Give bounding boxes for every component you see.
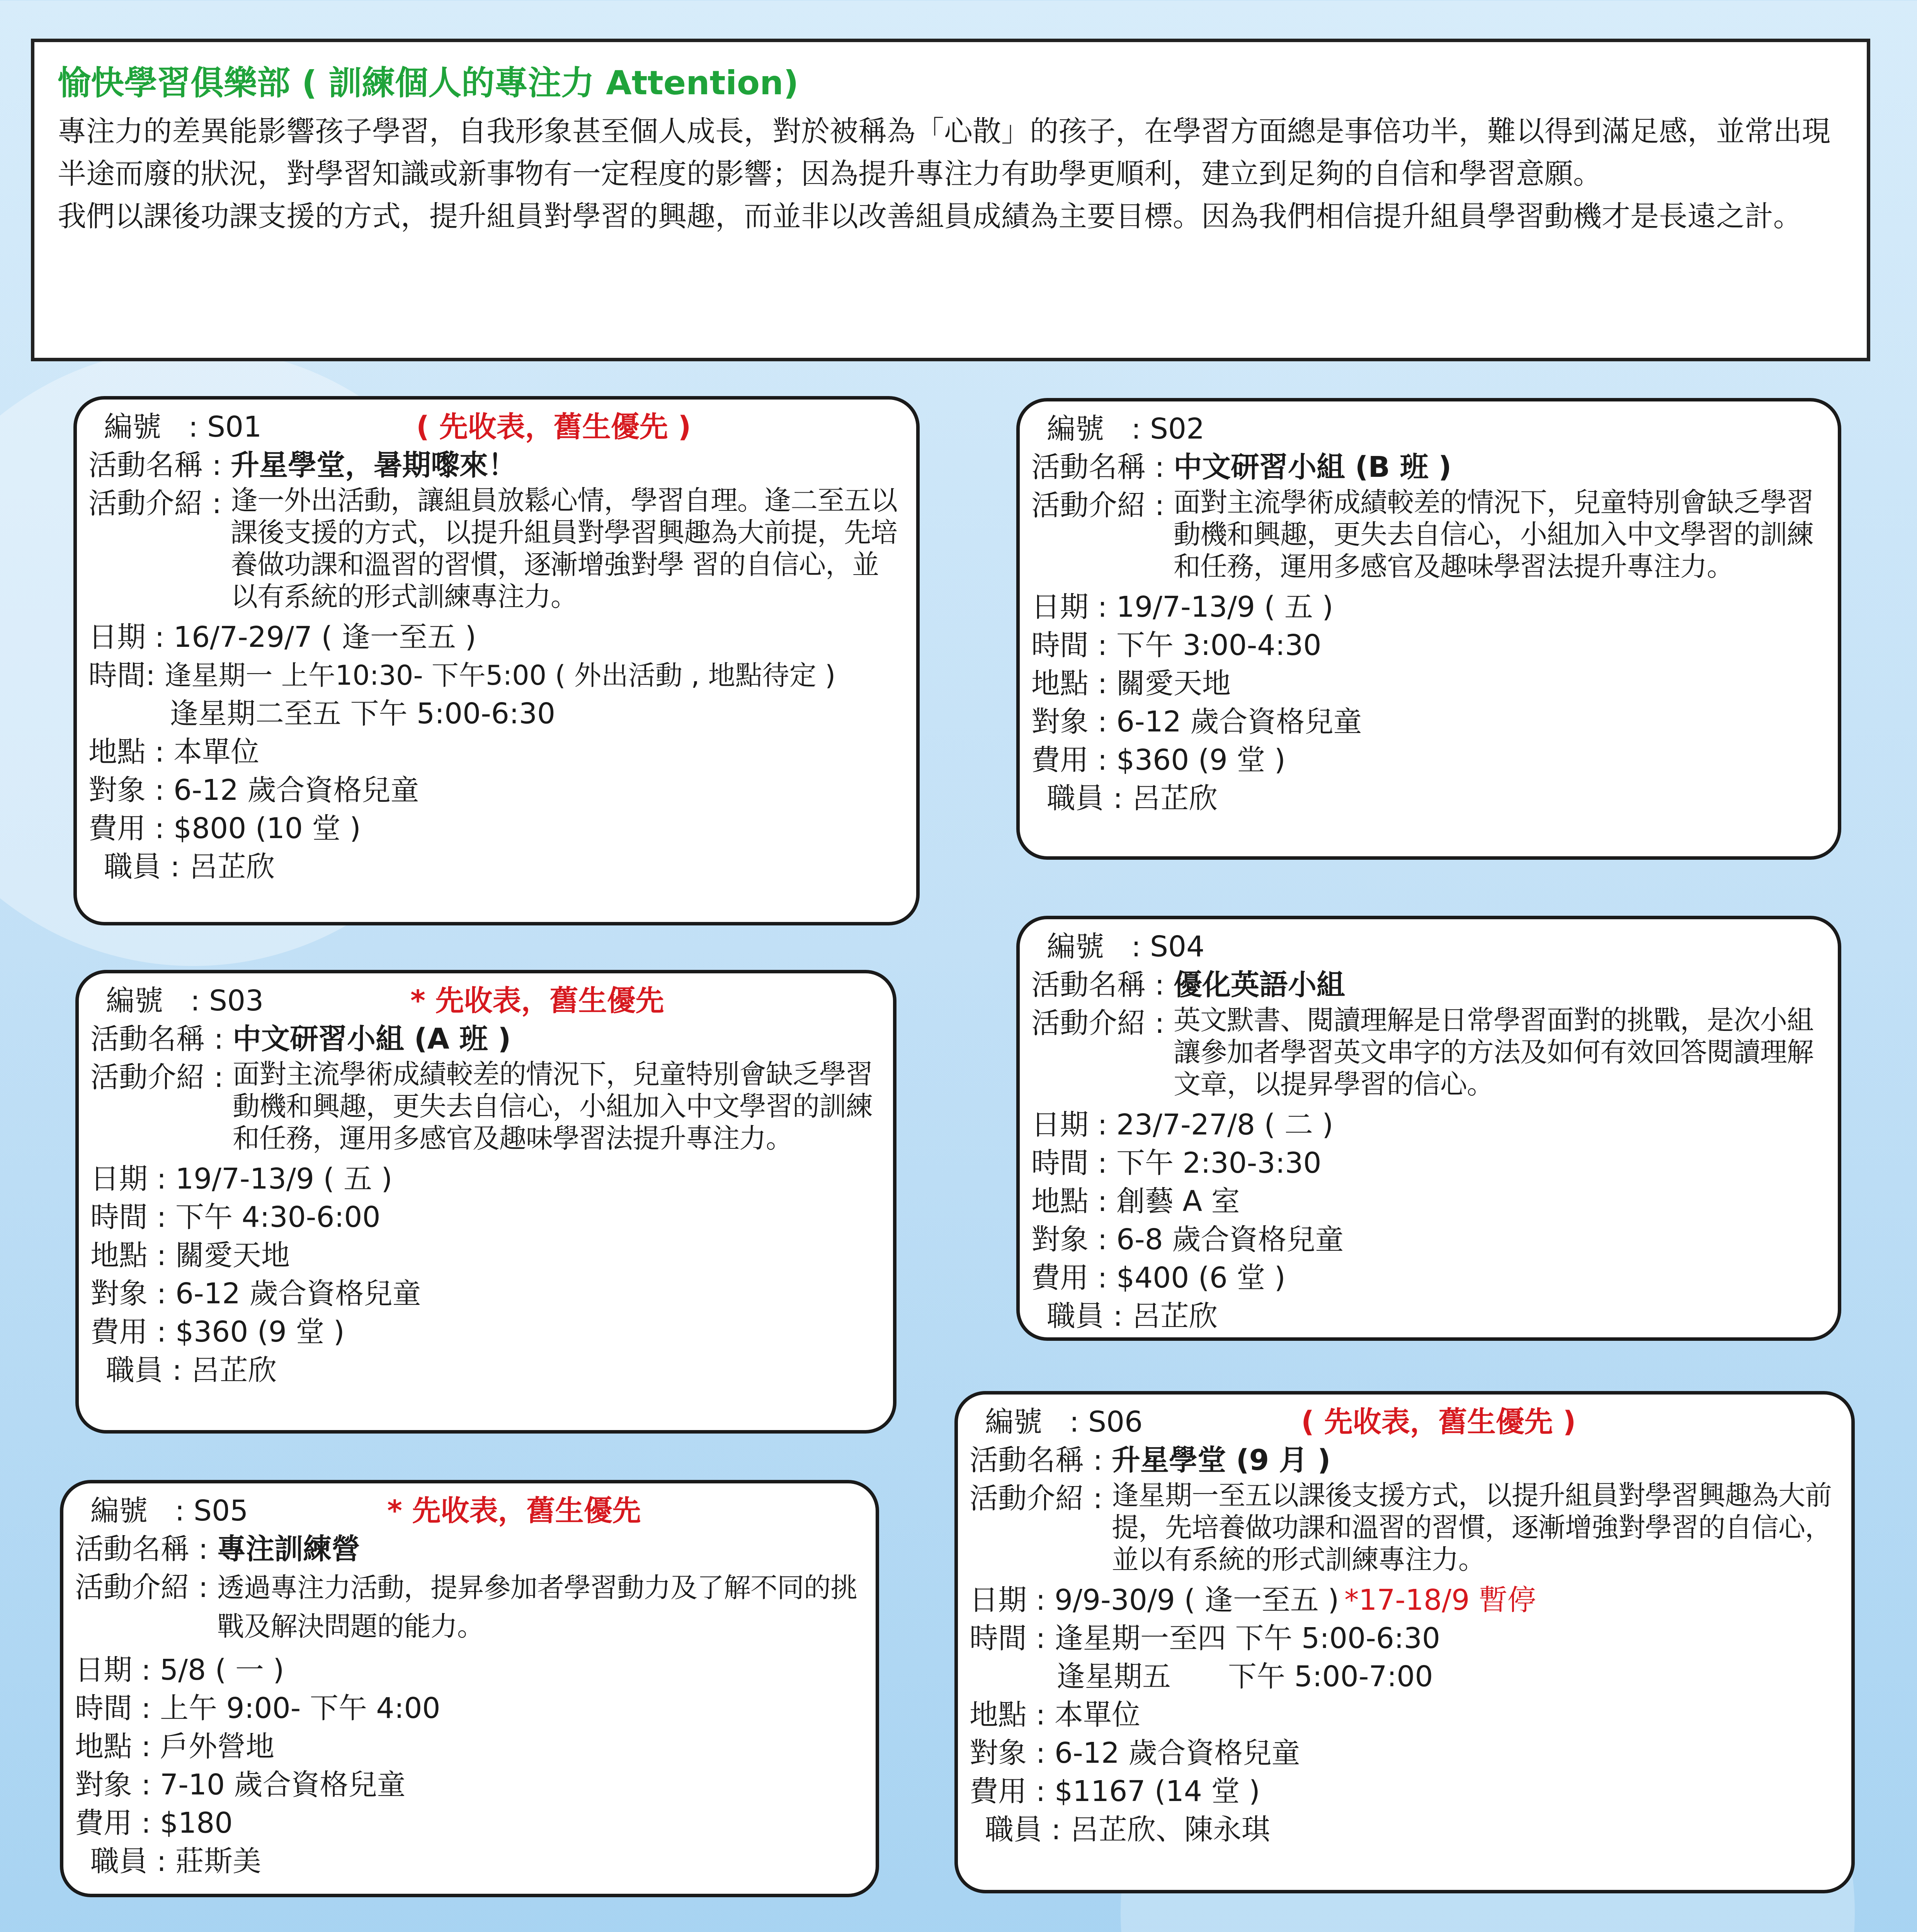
activity-card-s06: 編號 : S06 ( 先收表，舊生優先 ) 活動名稱 : 升星學堂 (9 月 ) 活動介紹 : 逢星期一至五以課後支援方式，以提升組員對學習興趣為大前提，先培養做功課和溫習的習慣，逐漸增強對學習的自信心，並以有系統的形式訓練專注力。 日期 : 9/9-30/9 ( 逢一至五 ) *17-18/9 暫停 時間 : 逢星期一至四 下午 5:00-6:30 逢星期五 下午 5:00-7:00 地點 : 本單位 對象 : 6-12 歲合資格兒童 費用 : $1167 (14 堂 ) 職員 : 呂芷欣、陳永琪 [954, 1391, 1855, 1893]
target-label: 對象 [75, 1768, 132, 1801]
activity-name: 專注訓練營 [217, 1532, 360, 1566]
activity-fee: $360 (9 堂 ) [1116, 743, 1286, 777]
activity-card-s02: 編號 : S02 活動名稱 : 中文研習小組 (B 班 ) 活動介紹 : 面對主流學術成績較差的情況下，兒童特別會缺乏學習動機和興趣，更失去自信心，小組加入中文學習的訓練和任務，運用多感官及趣味學習法提升專注力。 日期 : 19/7-13/9 ( 五 ) 時間 : 下午 3:00-4:30 地點 : 關愛天地 對象 : 6-12 歲合資格兒童 費用 : $360 (9 堂 ) 職員 : 呂芷欣 [1016, 398, 1841, 860]
date-label: 日期 [1031, 1108, 1089, 1141]
activity-place: 本單位 [1054, 1698, 1140, 1731]
target-label: 對象 [90, 1277, 148, 1310]
time-label: 時間 [90, 1201, 148, 1234]
target-label: 對象 [970, 1736, 1027, 1770]
activity-id: S04 [1150, 930, 1205, 963]
activity-staff: 呂芷欣 [1131, 1299, 1218, 1333]
priority-note: ( 先收表，舊生優先 ) [416, 410, 691, 444]
activity-staff: 莊斯美 [175, 1845, 261, 1878]
staff-label: 職員 [1047, 782, 1104, 815]
fee-label: 費用 [970, 1775, 1027, 1808]
staff-label: 職員 [104, 850, 161, 883]
intro-label: 活動介紹 [970, 1482, 1084, 1515]
fee-label: 費用 [88, 812, 146, 845]
activity-date: 16/7-29/7 ( 逢一至五 ) [173, 621, 476, 654]
activity-target: 6-12 歲合資格兒童 [1116, 705, 1362, 738]
activity-time: 逢星期一至四 下午 5:00-6:30 [1054, 1622, 1441, 1655]
activity-intro: 面對主流學術成績較差的情況下，兒童特別會缺乏學習動機和興趣，更失去自信心，小組加入中文學習的訓練和任務，運用多感官及趣味學習法提升專注力。 [232, 1058, 873, 1154]
attention-club-section [31, 39, 1870, 361]
activity-place: 戶外營地 [160, 1730, 274, 1763]
place-label: 地點 [1031, 667, 1089, 700]
priority-note: * 先收表，舊生優先 [410, 984, 664, 1017]
name-label: 活動名稱 [1031, 968, 1146, 1002]
time-label: 時間 [88, 659, 146, 692]
id-label: 編號 [1047, 930, 1104, 963]
fee-label: 費用 [1031, 743, 1089, 777]
id-label: 編號 [90, 1494, 148, 1527]
id-label: 編號 [985, 1405, 1042, 1439]
staff-label: 職員 [985, 1813, 1042, 1846]
activity-card-s04: 編號 : S04 活動名稱 : 優化英語小組 活動介紹 : 英文默書、閱讀理解是日常學習面對的挑戰，是次小組讓參加者學習英文串字的方法及如何有效回答閱讀理解文章，以提昇學習的信心。 日期 : 23/7-27/8 ( 二 ) 時間 : 下午 2:30-3:30 地點 : 創藝 A 室 對象 : 6-8 歲合資格兒童 費用 : $400 (6 堂 ) 職員 : 呂芷欣 [1016, 916, 1841, 1341]
activity-date: 23/7-27/8 ( 二 ) [1116, 1108, 1334, 1141]
activity-staff: 呂芷欣 [189, 850, 275, 883]
activity-intro: 英文默書、閱讀理解是日常學習面對的挑戰，是次小組讓參加者學習英文串字的方法及如何有效回答閱讀理解文章，以提昇學習的信心。 [1173, 1004, 1813, 1100]
id-label: 編號 [1047, 412, 1104, 446]
activity-target: 7-10 歲合資格兒童 [160, 1768, 406, 1801]
date-label: 日期 [1031, 590, 1089, 624]
name-label: 活動名稱 [970, 1444, 1084, 1477]
activity-place: 本單位 [173, 735, 259, 769]
place-label: 地點 [75, 1730, 132, 1763]
fee-label: 費用 [1031, 1261, 1089, 1294]
date-pause-note: *17-18/9 暫停 [1344, 1583, 1536, 1617]
activity-intro: 面對主流學術成績較差的情況下，兒童特別會缺乏學習動機和興趣，更失去自信心，小組加入中文學習的訓練和任務，運用多感官及趣味學習法提升專注力。 [1173, 486, 1813, 582]
priority-note: ( 先收表，舊生優先 ) [1301, 1405, 1576, 1439]
activity-name: 升星學堂 (9 月 ) [1111, 1444, 1331, 1477]
time-label: 時間 [75, 1692, 132, 1725]
activity-id: S05 [194, 1494, 248, 1527]
place-label: 地點 [970, 1698, 1027, 1731]
activity-id: S02 [1150, 412, 1205, 446]
activity-time-extra: 逢星期五 下午 5:00-7:00 [1056, 1660, 1433, 1693]
activity-place: 關愛天地 [1116, 667, 1231, 700]
activity-time: 下午 3:00-4:30 [1116, 629, 1322, 662]
time-label: 時間 [970, 1622, 1027, 1655]
activity-name: 優化英語小組 [1173, 968, 1345, 1002]
activity-intro: 透過專注力活動，提昇參加者學習動力及了解不同的挑戰及解決問題的能力。 [217, 1572, 857, 1642]
activity-staff: 呂芷欣、陳永琪 [1070, 1813, 1270, 1846]
staff-label: 職員 [1047, 1299, 1104, 1333]
activity-time: 逢星期一 上午10:30- 下午5:00 ( 外出活動 , 地點待定 ) [164, 660, 836, 691]
id-label: 編號 [104, 410, 161, 444]
staff-label: 職員 [90, 1845, 148, 1878]
time-label: 時間 [1031, 1146, 1089, 1180]
activity-time: 下午 4:30-6:00 [175, 1201, 381, 1234]
activity-card-s01: 編號 : S01 ( 先收表，舊生優先 ) 活動名稱 : 升星學堂，暑期嚟來！ 活動介紹 : 逢一外出活動，讓組員放鬆心情，學習自理。逢二至五以課後支援的方式，以提升組員對學習興趣為大前提，先培養做功課和溫習的習慣，逐漸增強對學 習的自信心，並以有系統的形式訓練專注力。 日期 : 16/7-29/7 ( 逢一至五 ) 時間 : 逢星期一 上午10:30- 下午5:00 ( 外出活動 , 地點待定 ) 逢星期二至五 下午 5:00-6:30 地點 : 本單位 對象 : 6-12 歲合資格兒童 費用 : $800 (10 堂 ) 職員 : 呂芷欣 [73, 396, 920, 925]
activity-fee: $800 (10 堂 ) [173, 812, 361, 845]
date-label: 日期 [88, 621, 146, 654]
activity-date: 9/9-30/9 ( 逢一至五 ) [1054, 1583, 1339, 1617]
date-label: 日期 [90, 1162, 148, 1196]
name-label: 活動名稱 [90, 1022, 205, 1056]
intro-label: 活動介紹 [1031, 1007, 1146, 1040]
date-label: 日期 [75, 1653, 132, 1687]
activity-place: 關愛天地 [175, 1239, 290, 1272]
activity-time-extra: 逢星期二至五 下午 5:00-6:30 [170, 697, 556, 730]
activity-date: 5/8 ( 一 ) [160, 1653, 284, 1687]
activity-card-s05: 編號 : S05 * 先收表，舊生優先 活動名稱 : 專注訓練營 活動介紹 : 透過專注力活動，提昇參加者學習動力及了解不同的挑戰及解決問題的能力。 日期 : 5/8 ( 一 ) 時間 : 上午 9:00- 下午 4:00 地點 : 戶外營地 對象 : 7-10 歲合資格兒童 費用 : $180 職員 : 莊斯美 [60, 1480, 879, 1897]
activity-date: 19/7-13/9 ( 五 ) [175, 1162, 393, 1196]
place-label: 地點 [90, 1239, 148, 1272]
activity-time: 下午 2:30-3:30 [1116, 1146, 1322, 1180]
activity-staff: 呂芷欣 [1131, 782, 1218, 815]
section-title: 愉快學習俱樂部 ( 訓練個人的專注力 Attention) [58, 64, 799, 102]
activity-target: 6-8 歲合資格兒童 [1116, 1223, 1344, 1256]
section-paragraph: 我們以課後功課支援的方式，提升組員對學習的興趣，而並非以改善組員成績為主要目標。因為我們相信提升組員學習動機才是長遠之計。 [58, 200, 1802, 233]
name-label: 活動名稱 [88, 449, 203, 482]
activity-intro: 逢星期一至五以課後支援方式，以提升組員對學習興趣為大前提，先培養做功課和溫習的習慣，逐漸增強對學習的自信心，並以有系統的形式訓練專注力。 [1111, 1480, 1832, 1575]
activity-name: 中文研習小組 (B 班 ) [1173, 451, 1452, 484]
activity-card-s03: 編號 : S03 * 先收表，舊生優先 活動名稱 : 中文研習小組 (A 班 ) 活動介紹 : 面對主流學術成績較差的情況下，兒童特別會缺乏學習動機和興趣，更失去自信心，小組加入中文學習的訓練和任務，運用多感官及趣味學習法提升專注力。 日期 : 19/7-13/9 ( 五 ) 時間 : 下午 4:30-6:00 地點 : 關愛天地 對象 : 6-12 歲合資格兒童 費用 : $360 (9 堂 ) 職員 : 呂芷欣 [75, 970, 896, 1434]
priority-note: * 先收表，舊生優先 [387, 1494, 641, 1527]
activity-fee: $180 [160, 1806, 233, 1840]
intro-label: 活動介紹 [75, 1571, 189, 1604]
activity-date: 19/7-13/9 ( 五 ) [1116, 590, 1334, 624]
activity-intro: 逢一外出活動，讓組員放鬆心情，學習自理。逢二至五以課後支援的方式，以提升組員對學習興趣為大前提，先培養做功課和溫習的習慣，逐漸增強對學 習的自信心，並以有系統的形式訓練專注力。 [230, 485, 897, 612]
intro-label: 活動介紹 [88, 487, 203, 520]
activity-fee: $360 (9 堂 ) [175, 1315, 345, 1349]
staff-label: 職員 [106, 1354, 163, 1387]
place-label: 地點 [88, 735, 146, 769]
activity-staff: 呂芷欣 [191, 1354, 277, 1387]
activity-name: 升星學堂，暑期嚟來！ [230, 449, 517, 482]
target-label: 對象 [1031, 1223, 1089, 1256]
activity-place: 創藝 A 室 [1116, 1185, 1240, 1218]
activity-target: 6-12 歲合資格兒童 [1054, 1736, 1300, 1770]
name-label: 活動名稱 [75, 1532, 189, 1566]
target-label: 對象 [88, 774, 146, 807]
section-paragraph: 專注力的差異能影響孩子學習，自我形象甚至個人成長，對於被稱為「心散」的孩子，在學習方面總是事倍功半，難以得到滿足感，並常出現半途而廢的狀況，對學習知識或新事物有一定程度的影響；因為提升專注力有助學更順利，建立到足夠的自信和學習意願。 [58, 115, 1830, 190]
date-label: 日期 [970, 1583, 1027, 1617]
intro-label: 活動介紹 [90, 1061, 205, 1094]
intro-label: 活動介紹 [1031, 489, 1146, 522]
fee-label: 費用 [90, 1315, 148, 1349]
activity-fee: $1167 (14 堂 ) [1054, 1775, 1260, 1808]
name-label: 活動名稱 [1031, 451, 1146, 484]
activity-target: 6-12 歲合資格兒童 [175, 1277, 421, 1310]
activity-fee: $400 (6 堂 ) [1116, 1261, 1286, 1294]
activity-time: 上午 9:00- 下午 4:00 [160, 1692, 441, 1725]
target-label: 對象 [1031, 705, 1089, 738]
activity-id: S06 [1088, 1405, 1143, 1439]
place-label: 地點 [1031, 1185, 1089, 1218]
activity-name: 中文研習小組 (A 班 ) [232, 1022, 511, 1056]
fee-label: 費用 [75, 1806, 132, 1840]
id-label: 編號 [106, 984, 163, 1017]
time-label: 時間 [1031, 629, 1089, 662]
activity-id: S03 [209, 984, 264, 1017]
activity-id: S01 [207, 410, 262, 444]
activity-target: 6-12 歲合資格兒童 [173, 774, 419, 807]
